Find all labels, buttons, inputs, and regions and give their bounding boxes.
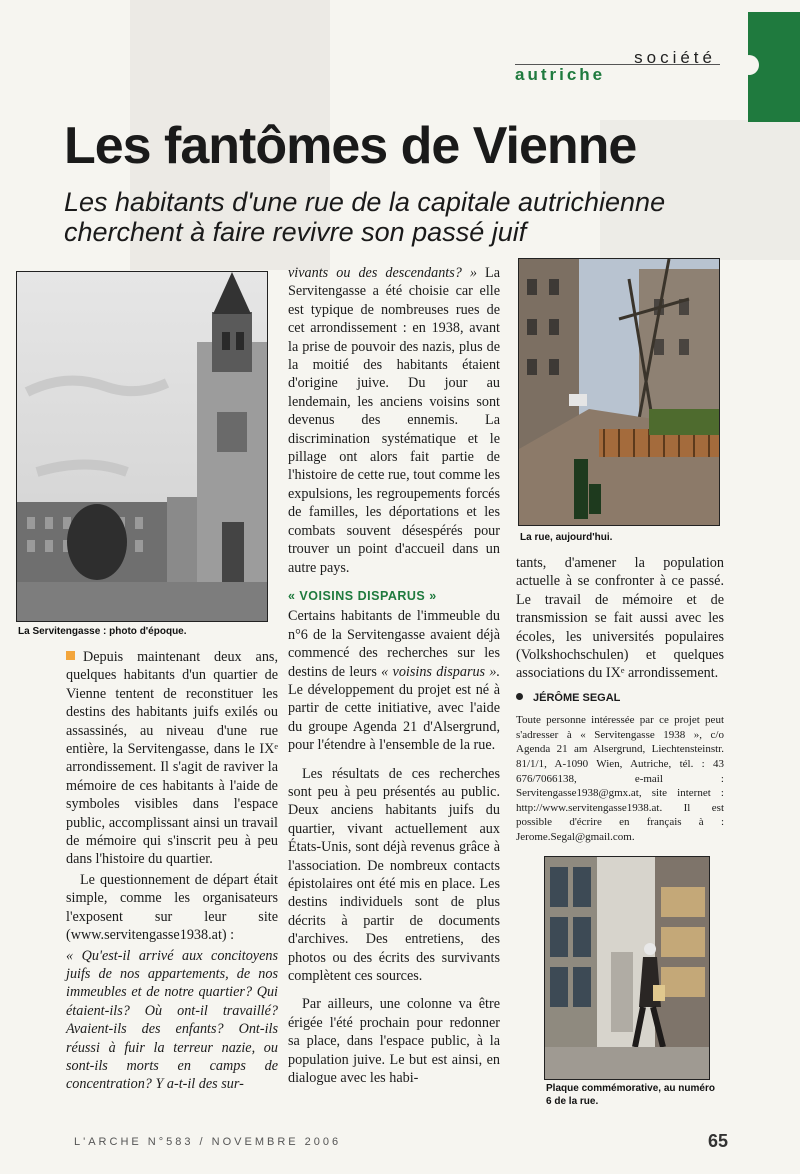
contact-note: Toute personne intéressée par ce projet peut s'adresser à « Servitengasse 1938 », c/o Agenda 21 am Alsergrund, Liechtensteinstr. 81/1/1, A-1090 Wien, Autriche, tél. : 43 676/7066138, e-mail : Servitengasse1938@gmx.at, site internet : http://www.servitengasse1938.at. Il est possible d'écrire en français à : Jerome.Segal@gmail.com. — [516, 714, 724, 843]
col2-paragraph-3: Les résultats de ces recherches sont peu à peu présentés au public. Deux anciens habitants juifs du quartier, vivant actuellement aux États-Unis, sont déjà revenus grâce à l'association. De nombreux contacts épistolaires ont été mis en place. Les destins individuels sont de plus décrits à partir de documents d'archives. Des entretiens, des photos ou des écrits des survivants complètent ces sources. — [288, 765, 500, 985]
col2-paragraph-2a: Certains habitants de l'immeuble du n°6 de la Servitengasse avaient déjà commencé des recherches sur les destins de leurs — [288, 608, 500, 680]
col3-paragraph-1: tants, d'amener la population actuelle à se confronter à ce passé. Le travail de mémoire et de transmission se fait aussi avec les écoles, les universités populaires (Volkshochschulen) et quelques associations du IXᵉ arrondissement. — [516, 555, 724, 682]
author-name: JÉRÔME SEGAL — [533, 691, 621, 704]
rubric: société — [634, 48, 716, 67]
section-tab — [748, 12, 800, 122]
col2-paragraph-2b: « voisins disparus ». — [381, 663, 500, 680]
col1-paragraph-1: Depuis maintenant deux ans, quelques habitants d'un quartier de Vienne tentent de reconstituer les destins des habitants juifs exilés ou assassinés, au niveau d'une rue entière, la Servitengasse, dans le IXᵉ arrondissement. Il s'agit de raviver la mémoire de ces habitants à l'aide de symboles visibles dans l'espace public, accomplissant ainsi un travail de mémoire qui s'inscrit peu à peu dans l'histoire du quartier. — [66, 649, 278, 868]
photo-street-today — [518, 258, 720, 526]
section-heading: « VOISINS DISPARUS » — [288, 588, 437, 603]
caption-today-photo: La rue, aujourd'hui. — [520, 532, 613, 543]
article-subtitle: Les habitants d'une rue de la capitale autrichienne cherchent à faire revivre son passé juif — [64, 187, 666, 247]
column-2 — [288, 264, 500, 1087]
article-title: Les fantômes de Vienne — [64, 117, 637, 175]
column-1 — [66, 648, 278, 1094]
photo-plaque — [544, 856, 710, 1080]
photo-old-street — [16, 271, 268, 622]
bullet-dot-icon — [516, 693, 523, 700]
col2-quote-end: vivants ou des descendants? » — [288, 265, 477, 281]
caption-plaque-photo — [546, 1082, 716, 1108]
author-line — [516, 689, 724, 707]
page-number: 65 — [707, 1131, 728, 1151]
caption-old-photo: La Servitengasse : photo d'époque. — [18, 626, 187, 637]
col1-paragraph-2: Le questionnement de départ était simple, comme les organisateurs l'exposent sur leur site (www.servitengasse1938.at) : — [66, 871, 278, 944]
col1-quote: « Qu'est-il arrivé aux concitoyens juifs de nos appartements, de nos immeubles et de notre quartier? Qui étaient-ils? Où ont-il travaillé? Avaient-ils des enfants? Ont-ils réussi à fuir la terreur nazie, ou sont-ils morts en camps de concentration? Y a-t-il des sur- — [66, 947, 278, 1093]
caption-plaque-text: Plaque commémorative, au numéro 6 de la rue. — [546, 1083, 715, 1107]
footer-magazine: L'ARCHE N°583 / NOVEMBRE 2006 — [74, 1136, 342, 1148]
col2-paragraph-2c: Le développement du projet est né à partir de cette initiative, avec l'aide du groupe Agenda 21 d'Alsergrund, pour l'étendre à l'ensemble de la rue. — [288, 681, 500, 754]
bullet-square-icon — [66, 651, 75, 660]
col2-paragraph-1: La Servitengasse a été choisie car elle est typique de nombreuses rues de cet arrondissement : en 1938, avant la prise de pouvoir des nazis, plus de la moitié des habitants étaient d'origine juive. Du jour au lendemain, les anciens voisins sont devenus des ennemis. La discrimination systématique et le pillage ont alors fait partie de l'histoire de cette rue, tout comme les expulsions, les regroupements forcés de familles, les déportations et les combats souvent désespérés pour trouver un point d'accueil dans un autre pays. — [288, 265, 500, 576]
col2-paragraph-4: Par ailleurs, une colonne va être érigée l'été prochain pour redonner sa place, dans l'espace public, à la population juive. Le but est ainsi, en dialogue avec les habi- — [288, 996, 500, 1087]
subrubric: autriche — [515, 64, 720, 85]
column-3 — [516, 554, 724, 845]
